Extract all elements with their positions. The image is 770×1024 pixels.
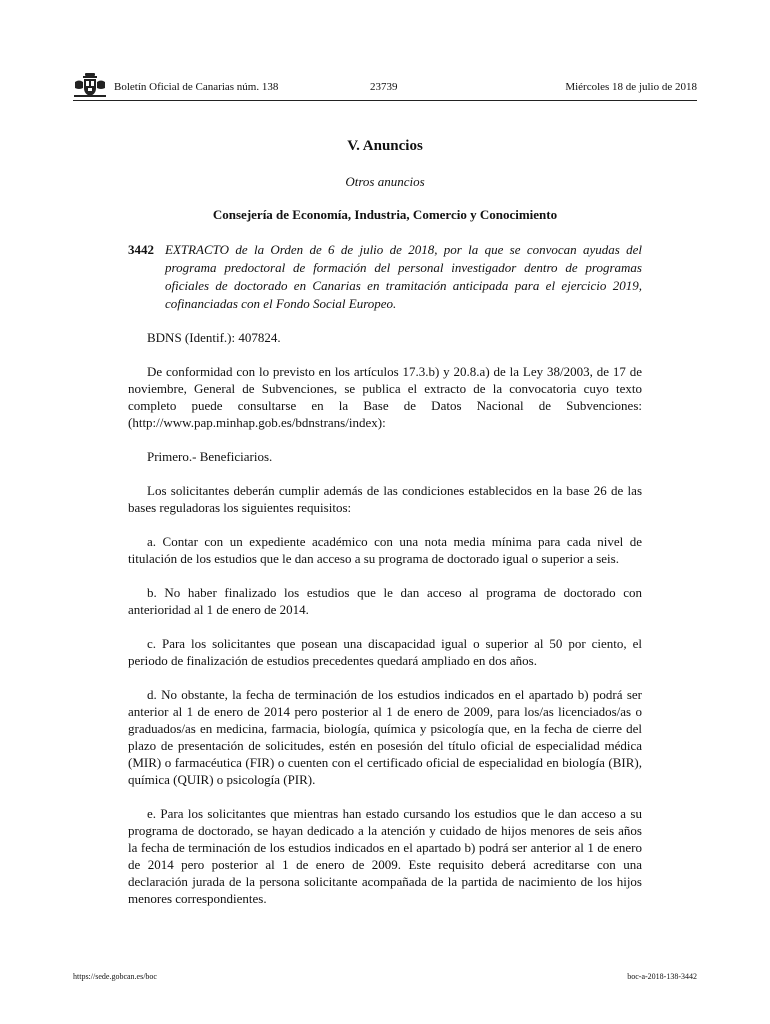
- subsection-title: Otros anuncios: [345, 174, 425, 189]
- page-number: 23739: [370, 81, 398, 93]
- publication-date: Miércoles 18 de julio de 2018: [565, 81, 697, 93]
- footer-document-id: boc-a-2018-138-3442: [627, 972, 697, 981]
- bulletin-name: Boletín Oficial de Canarias núm. 138: [114, 81, 279, 93]
- requirement-item: d. No obstante, la fecha de terminación de los estudios indicados en el apartado b) podrá ser anterior al 1 de enero de 2014 pero posterior al 1 de enero de 2009, para los/as licenciados/as o graduados/as en medicina, farmacia, biología, química y psicología que, en la fecha de cierre del plazo de presentación de solicitudes, estén en posesión del título oficial de especialidad médica (MIR) o farmacéutica (FIR) o cuenten con el certificado oficial de especialidad en biología (BIR), química (QUIR) o psicología (PIR).: [128, 687, 642, 787]
- department-title: Consejería de Economía, Industria, Comercio y Conocimiento: [212, 207, 558, 222]
- header-divider: [73, 100, 697, 101]
- requirement-item: e. Para los solicitantes que mientras han estado cursando los estudios que le dan acceso a su programa de doctorado, se hayan dedicado a la atención y cuidado de hijos menores de seis años la fecha de terminación de los estudios indicados en el apartado b) podrá ser anterior al 1 de enero de 2014 pero posterior al 1 de enero de 2009. Este requisito deberá acreditarse con una declaración jurada de la persona solicitante acompañada de la partida de nacimiento de los hijos menores correspondientes.: [128, 806, 642, 906]
- bdns-identifier: BDNS (Identif.): 407824.: [147, 330, 281, 345]
- page-header: [73, 72, 697, 98]
- coat-of-arms-icon: [73, 72, 107, 98]
- requirements-intro: Los solicitantes deberán cumplir además de las condiciones establecidos en la base 26 de las bases reguladoras los siguientes requisitos:: [128, 483, 642, 515]
- announcement-heading: [128, 241, 642, 313]
- requirement-item: c. Para los solicitantes que posean una discapacidad igual o superior al 50 por ciento, el periodo de finalización de estudios precedentes quedará ampliado en dos años.: [128, 636, 642, 668]
- first-heading: Primero.- Beneficiarios.: [147, 449, 273, 464]
- requirement-item: b. No haber finalizado los estudios que le dan acceso al programa de doctorado con anterioridad al 1 de enero de 2014.: [128, 585, 642, 617]
- document-body: [128, 137, 642, 907]
- announcement-number: 3442: [128, 242, 154, 257]
- intro-paragraph: De conformidad con lo previsto en los artículos 17.3.b) y 20.8.a) de la Ley 38/2003, de 17 de noviembre, General de Subvenciones, se publica el extracto de la convocatoria cuyo texto completo puede consultarse en la Base de Datos Nacional de Subvenciones: (http://www.pap.minhap.gob.es/bdnstrans/index):: [128, 364, 642, 430]
- requirement-item: a. Contar con un expediente académico con una nota media mínima para cada nivel de titulación de los estudios que le dan acceso a su programa de doctorado igual o superior a seis.: [128, 534, 642, 566]
- announcement-title: EXTRACTO de la Orden de 6 de julio de 2018, por la que se convocan ayudas del programa predoctoral de formación del personal investigador dentro de programas oficiales de doctorado en Canarias en tramitación anticipada para el ejercicio 2019, cofinanciadas con el Fondo Social Europeo.: [165, 242, 642, 311]
- footer-url: https://sede.gobcan.es/boc: [73, 972, 157, 981]
- section-title: V. Anuncios: [347, 138, 423, 154]
